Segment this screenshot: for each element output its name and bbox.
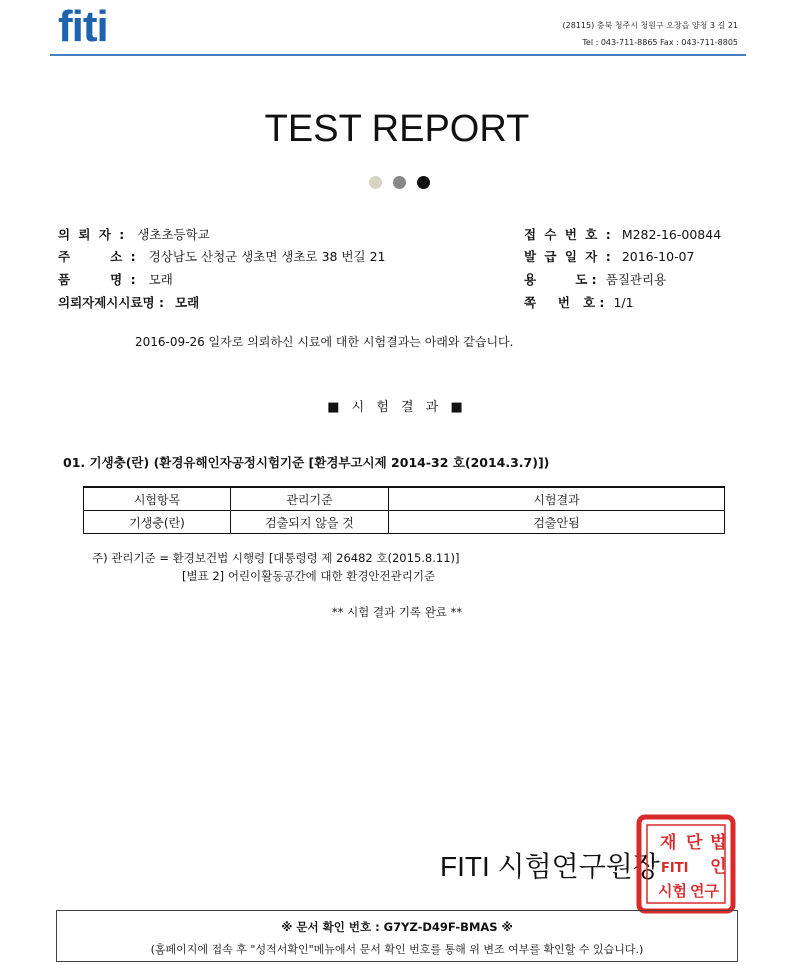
svg-text:FITI: FITI xyxy=(661,861,689,876)
official-seal xyxy=(636,814,736,914)
svg-text:시험: 시험 xyxy=(658,882,687,900)
table-cell: 기생충(란) xyxy=(84,511,231,534)
info-value: 2016-10-07 xyxy=(621,249,695,264)
info-label: 품 명 : xyxy=(58,272,138,287)
info-row-page-no xyxy=(524,292,634,311)
decor-dot-2 xyxy=(393,176,406,189)
info-row-receipt-no xyxy=(524,224,721,243)
table-row xyxy=(84,511,725,534)
info-label: 발 급 일 자 : xyxy=(524,249,613,264)
info-value: 모래 xyxy=(175,295,200,310)
decor-dot-3 xyxy=(417,176,430,189)
intro-text: 2016-09-26 일자로 의뢰하신 시료에 대한 시험결과는 아래와 같습니다. xyxy=(135,335,514,349)
header-tel-fax: Tel : 043-711-8865 Fax : 043-711-8805 xyxy=(582,38,738,47)
svg-text:단: 단 xyxy=(686,833,703,853)
table-header-cell: 시험결과 xyxy=(389,487,725,511)
svg-text:재: 재 xyxy=(660,833,677,853)
report-title: TEST REPORT xyxy=(264,108,530,150)
results-table xyxy=(83,486,725,534)
svg-text:법: 법 xyxy=(710,833,727,853)
decor-dot-1 xyxy=(369,176,382,189)
table-header-row xyxy=(84,487,725,511)
section-header: ■ 시 험 결 과 ■ xyxy=(327,400,467,415)
info-label: 의 뢰 자 : xyxy=(58,227,127,242)
info-value: 품질관리용 xyxy=(605,272,667,287)
info-label: 접 수 번 호 : xyxy=(524,227,613,242)
document-verification-box xyxy=(56,910,738,962)
header-divider xyxy=(50,54,746,56)
info-value: M282-16-00844 xyxy=(621,227,722,242)
info-label: 쪽 번 호 : xyxy=(524,295,605,310)
info-row-product xyxy=(58,269,173,288)
table-header-cell: 시험항목 xyxy=(84,487,231,511)
info-row-requester xyxy=(58,224,210,243)
svg-text:인: 인 xyxy=(710,857,727,877)
note-standard: 주) 관리기준 = 환경보건법 시행령 [대통령령 제 26482 호(2015.8.11)] xyxy=(92,551,460,565)
info-row-sample-name xyxy=(58,292,199,311)
note-standard-detail: [별표 2] 어린이활동공간에 대한 환경안전관리기준 xyxy=(182,569,436,583)
fiti-logo: fiti xyxy=(58,2,108,51)
info-row-issue-date xyxy=(524,246,694,265)
section-title: 01. 기생충(란) (환경유해인자공정시험기준 [환경부고시제 2014-32 호(2014.3.7)]) xyxy=(63,455,550,470)
svg-text:연구: 연구 xyxy=(690,882,719,900)
header-address: (28115) 충북 청주시 청원구 오창읍 양청 3 길 21 xyxy=(562,21,738,30)
completion-note: ** 시험 결과 기록 완료 ** xyxy=(331,605,463,619)
info-label: 의뢰자제시시료명 : xyxy=(58,295,164,310)
info-value: 모래 xyxy=(148,272,173,287)
info-value: 경상남도 산청군 생초면 생초로 38 번길 21 xyxy=(148,249,386,264)
verification-instructions: (홈페이지에 접속 후 "성적서확인"메뉴에서 문서 확인 번호를 통해 위 변조 여부를 확인할 수 있습니다.) xyxy=(150,943,644,956)
signer-name: FITI 시험연구원장 xyxy=(440,851,660,882)
info-row-purpose xyxy=(524,269,666,288)
info-row-address xyxy=(58,246,386,265)
info-label: 용 도 : xyxy=(524,272,597,287)
info-value: 1/1 xyxy=(613,295,634,310)
table-cell: 검출되지 않을 것 xyxy=(231,511,389,534)
table-header-cell: 관리기준 xyxy=(231,487,389,511)
info-label: 주 소 : xyxy=(58,249,138,264)
info-value: 생초초등학교 xyxy=(137,227,210,242)
table-cell: 검출안됨 xyxy=(389,511,725,534)
verification-number: ※ 문서 확인 번호 : G7YZ-D49F-BMAS ※ xyxy=(281,920,513,934)
